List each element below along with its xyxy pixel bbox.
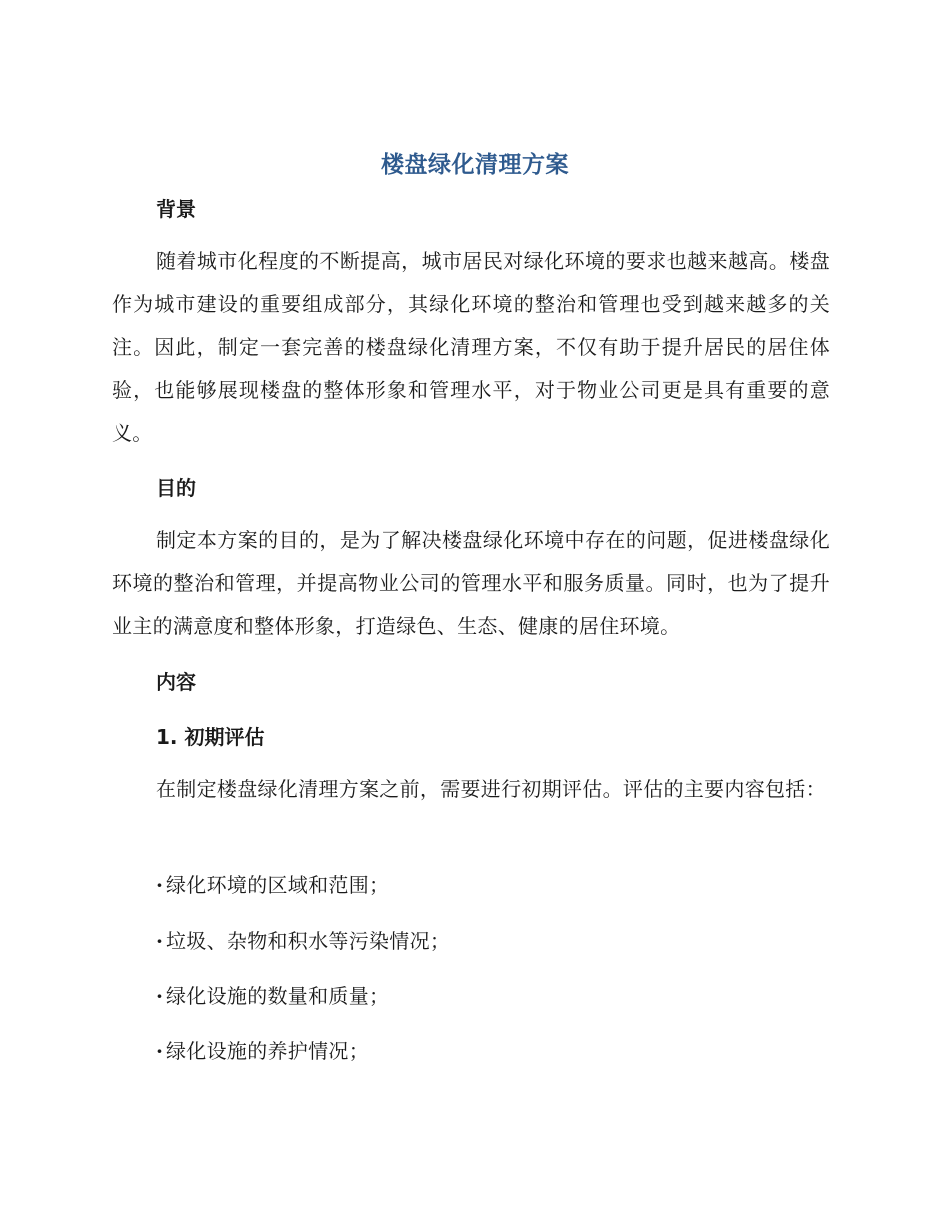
list-item-text: 绿化环境的区域和范围； — [166, 873, 390, 897]
section-paragraph-background: 随着城市化程度的不断提高，城市居民对绿化环境的要求也越来越高。楼盘作为城市建设的重要组成部分，其绿化环境的整治和管理也受到越来越多的关注。因此，制定一套完善的楼盘绿化清理方案，不仅有助于提升居民的居住体验，也能够展现楼盘的整体形象和管理水平，对于物业公司更是具有重要的意义。 — [112, 249, 830, 445]
bullet-marker: · — [156, 873, 164, 897]
section-paragraph-initial-assessment: 在制定楼盘绿化清理方案之前，需要进行初期评估。评估的主要内容包括： — [156, 777, 826, 801]
section-heading-background: 背景 — [156, 197, 196, 221]
list-item-text: 绿化设施的养护情况； — [166, 1039, 369, 1063]
bullet-marker: · — [156, 1039, 164, 1063]
document-title: 楼盘绿化清理方案 — [381, 152, 569, 178]
list-item — [156, 870, 389, 900]
list-item — [156, 926, 450, 956]
list-item-text: 绿化设施的数量和质量； — [166, 984, 390, 1008]
section-paragraph-purpose: 制定本方案的目的，是为了解决楼盘绿化环境中存在的问题，促进楼盘绿化环境的整治和管理，并提高物业公司的管理水平和服务质量。同时，也为了提升业主的满意度和整体形象，打造绿色、生态、健康的居住环境。 — [112, 528, 830, 638]
list-item — [156, 1036, 369, 1066]
list-item — [156, 981, 389, 1011]
section-heading-content: 内容 — [156, 670, 196, 694]
section-heading-purpose: 目的 — [156, 476, 196, 500]
bullet-marker: · — [156, 929, 164, 953]
list-item-text: 垃圾、杂物和积水等污染情况； — [166, 929, 451, 953]
section-heading-initial-assessment: 1. 初期评估 — [156, 725, 265, 749]
bullet-marker: · — [156, 984, 164, 1008]
